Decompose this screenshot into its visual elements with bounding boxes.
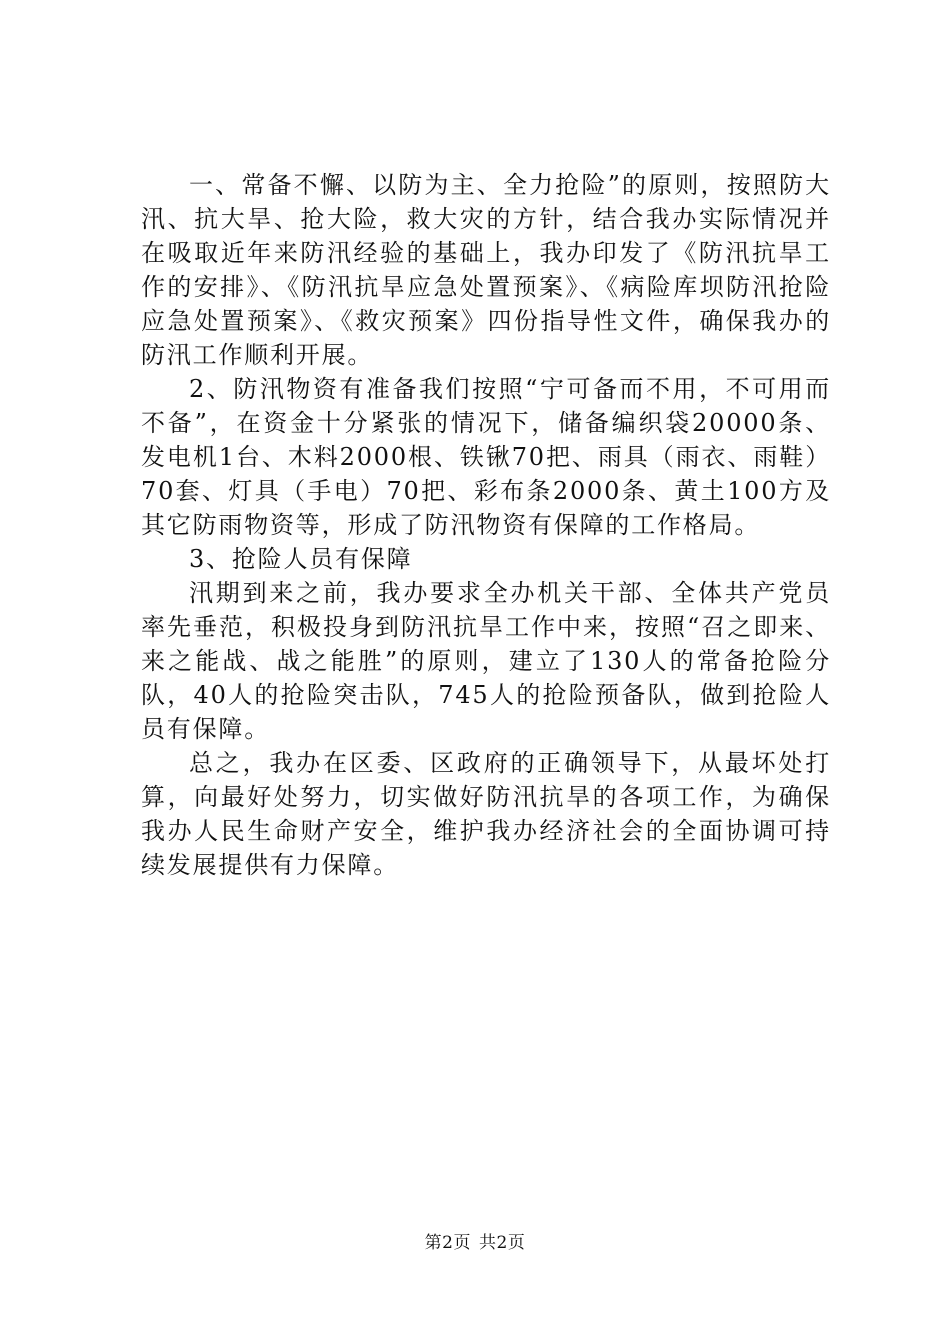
page-footer — [0, 1232, 950, 1254]
paragraph-principles: 一、常备不懈、以防为主、全力抢险”的原则，按照防大汛、抗大旱、抢大险，救大灾的方针，结合我办实际情况并在吸取近年来防汛经验的基础上，我办印发了《防汛抗旱工作的安排》、《防汛抗旱应急处置预案》、《病险库坝防汛抢险应急处置预案》、《救灾预案》四份指导性文件，确保我办的防汛工作顺利开展。 — [141, 171, 831, 369]
page-total: 共2页 — [479, 1233, 526, 1253]
paragraph-heading-personnel: 3、抢险人员有保障 — [189, 545, 413, 573]
document-body — [141, 168, 831, 882]
paragraph-summary: 总之，我办在区委、区政府的正确领导下，从最坏处打算，向最好处努力，切实做好防汛抗旱的各项工作，为确保我办人民生命财产安全，维护我办经济社会的全面协调可持续发展提供有力保障。 — [141, 749, 831, 879]
page-number: 第2页 — [424, 1233, 471, 1253]
paragraph-materials: 2、防汛物资有准备我们按照“宁可备而不用，不可用而不备”，在资金十分紧张的情况下，储备编织袋20000条、发电机1台、木料2000根、铁锹70把、雨具（雨衣、雨鞋）70套、灯具（手电）70把、彩布条2000条、黄土100方及其它防雨物资等，形成了防汛物资有保障的工作格局。 — [141, 375, 831, 539]
paragraph-personnel: 汛期到来之前，我办要求全办机关干部、全体共产党员率先垂范，积极投身到防汛抗旱工作中来，按照“召之即来、来之能战、战之能胜”的原则，建立了130人的常备抢险分队，40人的抢险突击队，745人的抢险预备队，做到抢险人员有保障。 — [141, 579, 831, 743]
